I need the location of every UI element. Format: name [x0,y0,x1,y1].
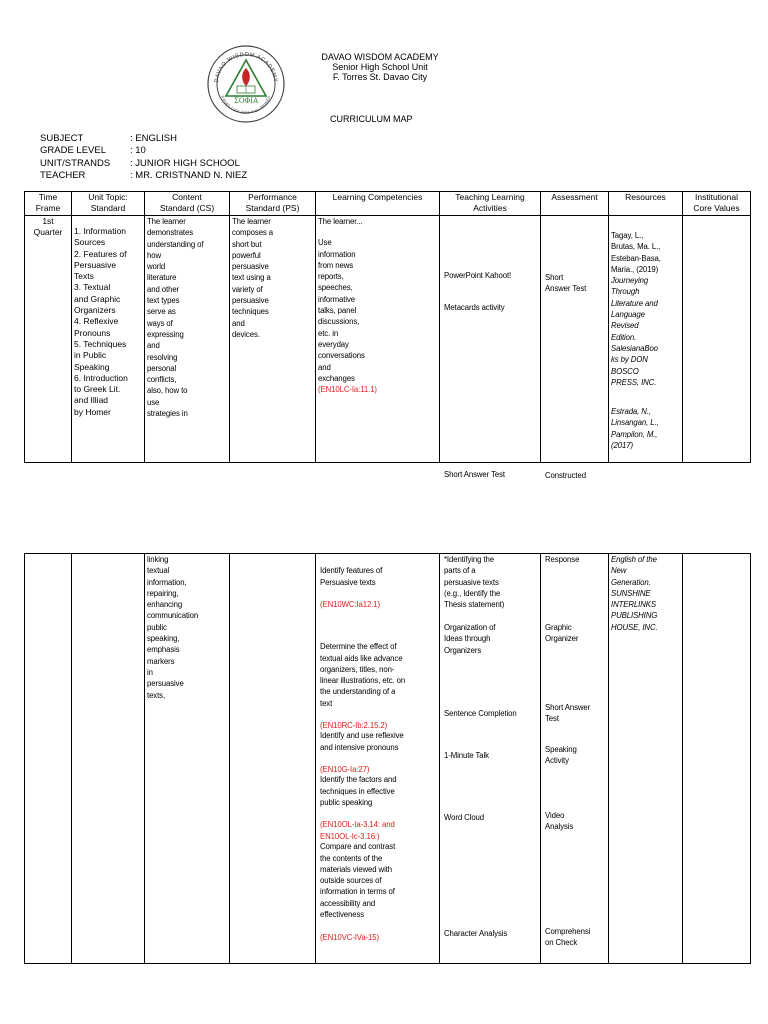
col-resources: Resources [609,192,683,216]
activity-item: Character Analysis [444,929,508,938]
learning-competencies-cell [316,554,440,964]
table-row [25,216,751,463]
subject-info [40,133,247,182]
resource-title: Journeying Through Literature and Language Revised Edition. SalesianaBoo ks by DON BOSCO PRESS, INC. [611,276,658,387]
competency-item: Identify and use reflexive and intensive pronouns (EN10G-Ia:27) [320,731,404,775]
col-teaching-activities: Teaching Learning Activities [440,192,541,216]
activity-item: 1-Minute Talk [444,751,489,760]
unit-topic-cell: 1. Information Sources 2. Features of Persuasive Texts 3. Textual and Graphic Organizers 4. Reflexive Pronouns 5. Techniques in Public Speaking 6. Introduction to Greek Lit. and Illiad by Homer [72,216,145,463]
competency-item: Compare and contrast the contents of the materials viewed with outside sources of information in terms of accessibility and effectiveness (EN10VC-IVa-15) [320,842,396,942]
meta-row-grade: GRADE LEVEL : 10 [40,145,146,157]
assessment-item: Short Answer Test [545,703,591,724]
activity-item: Sentence Completion [444,709,517,718]
competency-item: Determine the effect of textual aids like advance organizers, titles, non- linear illustrations, etc. on the understanding of a text (EN10RC-Ib:2.15.2) [320,642,406,731]
table-row [25,554,751,964]
activity-item: Short Answer Test [444,470,505,479]
col-assessment: Assessment [541,192,609,216]
competency-item: Identify features of Persuasive texts (EN10WC:Ia12.1) [320,566,383,610]
resources-cell: English of the New Generation. SUNSHINE INTERLINKS PUBLISHING HOUSE, INC. [609,554,683,964]
competency-item: Identify the factors and techniques in effective public speaking (EN10OL-Ia-3.14: and EN10OL-Ic-3.16:) [320,775,397,841]
content-standard-cell: linking textual information, repairing, enhancing communication public speaking, emphasis markers in persuasive texts, [145,554,230,964]
time-frame-cell: 1st Quarter [25,216,72,463]
school-address: F. Torres St. Davao City [332,72,428,82]
assessment-item: Response [545,555,580,564]
meta-row-teacher: TEACHER : MR. CRISTNAND N. NIEZ [40,169,248,181]
school-name: DAVAO WISDOM ACADEMY [321,52,439,62]
teaching-activities-cell [440,554,541,964]
meta-row-subject: SUBJECT : ENGLISH [40,133,177,144]
assessment-item: Video Analysis [545,811,574,832]
assessment-cell [541,216,609,480]
unit-topic-cell [72,554,145,964]
time-frame-cell [25,554,72,964]
assessment-item: Comprehensi on Check [545,927,591,948]
logo-ring-text: DAVAO WISDOM ACADEMY [213,51,279,83]
col-performance-standard: Performance Standard (PS) [230,192,316,216]
resource-author: Tagay, L., Brutas, Ma. L., Esteban-Basa, Maria., (2019) [611,231,661,274]
school-unit: Senior High School Unit [332,62,428,72]
content-standard-cell: The learner demonstrates understanding of how world literature and other text types serve as ways of expressing and resolving personal conflicts, also, how to use strategies in [145,216,230,463]
core-values-cell [683,554,751,964]
activity-item: PowerPoint Kahoot! [444,271,512,280]
teaching-activities-cell [440,216,541,479]
col-unit-topic: Unit Topic: Standard [72,192,145,216]
assessment-item: Short Answer Test [545,273,587,294]
performance-standard-cell: The learner composes a short but powerful persuasive text using a variety of persuasive techniques and devices. [230,216,316,463]
school-logo [206,44,286,124]
assessment-cell [541,554,609,964]
document-header [300,52,460,82]
resource-author-2: Estrada, N., Linsangan, L., Pampilon, M., (2017) [611,407,659,451]
assessment-item: Constructed [545,471,586,480]
table-header-row [25,192,751,216]
col-learning-competencies: Learning Competencies [316,192,440,216]
competency-code: (EN10LC-Ia:11.1) [318,385,377,395]
meta-row-unit: UNIT/STRANDS : JUNIOR HIGH SCHOOL [40,157,240,169]
resources-cell [609,216,683,463]
activity-item: Organization of Ideas through Organizers [444,623,496,655]
competency-intro: The learner... [318,217,363,226]
learning-competencies-cell [316,216,440,463]
col-core-values: Institutional Core Values [683,192,751,216]
core-values-cell [683,216,751,463]
logo-motto: ΣΟΦΙΑ [233,97,259,105]
assessment-item: Speaking Activity [545,745,577,766]
curriculum-table-page2 [24,553,751,964]
assessment-item: Graphic Organizer [545,623,579,644]
activity-item: Word Cloud [444,813,485,822]
col-content-standard: Content Standard (CS) [145,192,230,216]
curriculum-table-page1 [24,191,751,480]
curriculum-map-title: CURRICULUM MAP [330,114,413,124]
activity-item: *Identifying the parts of a persuasive texts (e.g., Identify the Thesis statement) [444,555,505,610]
activity-item: Metacards activity [444,303,505,312]
logo-bottom-text: DAVAO CITY 2002 PHILIPPINES [220,95,272,116]
competency-text: Use information from news reports, speeches, informative talks, panel discussions, etc. in everyday conversations and exchanges [318,238,365,383]
performance-standard-cell [230,554,316,964]
col-time-frame: Time Frame [25,192,72,216]
